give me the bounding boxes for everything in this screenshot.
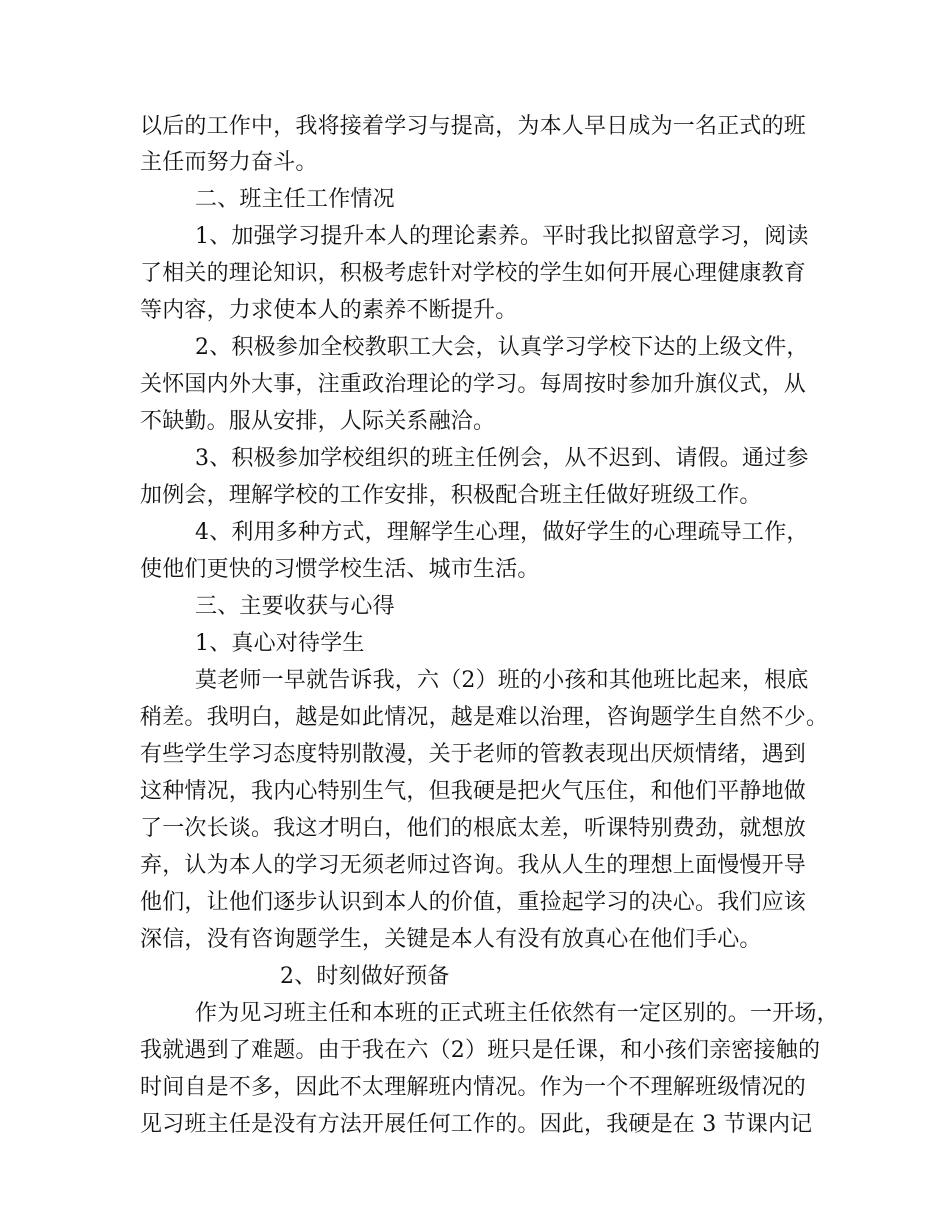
- text-line: 作为见习班主任和本班的正式班主任依然有一定区别的。一开场，: [195, 1001, 839, 1026]
- text-line: 1、加强学习提升本人的理论素养。平时我比拟留意学习，阅读: [195, 224, 809, 249]
- text-line: 见习班主任是没有方法开展任何工作的。因此，我硬是在 3 节课内记: [140, 1112, 813, 1137]
- text-line: 这种情况，我内心特别生气，但我硬是把火气压住，和他们平静地做: [140, 779, 807, 804]
- text-line: 以后的工作中，我将接着学习与提高，为本人早日成为一名正式的班: [140, 114, 807, 139]
- text-line: 了一次长谈。我这才明白，他们的根底太差，听课特别费劲，就想放: [140, 816, 807, 841]
- text-line: 稍差。我明白，越是如此情况，越是难以治理，咨询题学生自然不少。: [140, 705, 829, 730]
- section-heading: 二、班主任工作情况: [195, 187, 395, 212]
- text-line: 关怀国内外大事，注重政治理论的学习。每周按时参加升旗仪式，从: [140, 372, 807, 397]
- text-line: 3、积极参加学校组织的班主任例会，从不迟到、请假。通过参: [195, 446, 809, 471]
- text-line: 使他们更快的习惯学校生活、城市生活。: [140, 557, 540, 582]
- section-heading: 三、主要收获与心得: [195, 594, 395, 619]
- text-line: 我就遇到了难题。由于我在六（2）班只是任课，和小孩们亲密接触的: [140, 1038, 821, 1063]
- text-line: 等内容，力求使本人的素养不断提升。: [140, 298, 518, 323]
- text-line: 有些学生学习态度特别散漫，关于老师的管教表现出厌烦情绪，遇到: [140, 742, 807, 767]
- text-line: 他们，让他们逐步认识到本人的价值，重捡起学习的决心。我们应该: [140, 890, 807, 915]
- text-line: 莫老师一早就告诉我，六（2）班的小孩和其他班比起来，根底: [195, 668, 809, 693]
- text-line: 时间自是不多，因此不太理解班内情况。作为一个不理解班级情况的: [140, 1075, 807, 1100]
- text-line: 4、利用多种方式，理解学生心理，做好学生的心理疏导工作，: [195, 520, 809, 545]
- text-line: 加例会，理解学校的工作安排，积极配合班主任做好班级工作。: [140, 483, 762, 508]
- subsection-heading: 1、真心对待学生: [195, 631, 365, 656]
- text-line: 不缺勤。服从安排，人际关系融洽。: [140, 409, 496, 434]
- text-line: 2、积极参加全校教职工大会，认真学习学校下达的上级文件，: [195, 335, 809, 360]
- text-line: 了相关的理论知识，积极考虑针对学校的学生如何开展心理健康教育: [140, 261, 807, 286]
- text-line: 深信，没有咨询题学生，关键是本人有没有放真心在他们手心。: [140, 927, 762, 952]
- subsection-heading: 2、时刻做好预备: [280, 964, 450, 989]
- text-line: 弃，认为本人的学习无须老师过咨询。我从人生的理想上面慢慢开导: [140, 853, 807, 878]
- text-line: 主任而努力奋斗。: [140, 150, 318, 175]
